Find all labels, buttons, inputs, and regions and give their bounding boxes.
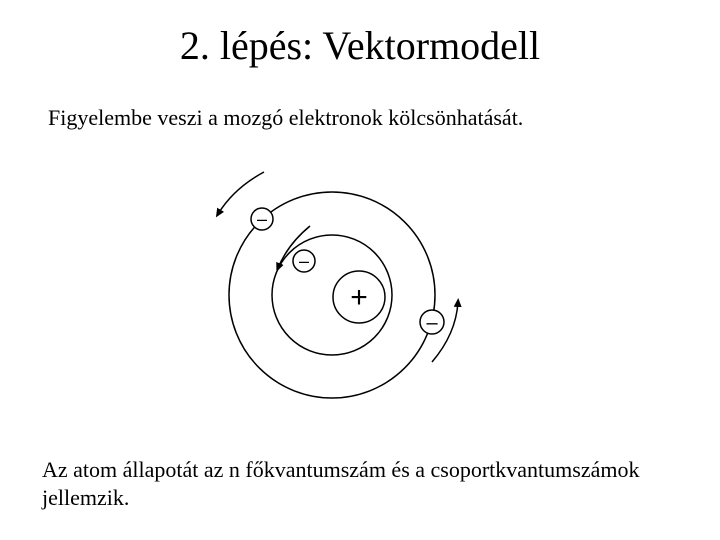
intro-text: Figyelembe veszi a mozgó elektronok kölcsönhatását. bbox=[48, 105, 524, 130]
slide-title: 2. lépés: Vektormodell bbox=[179, 23, 541, 68]
nucleus-symbol: + bbox=[350, 281, 368, 314]
electron-inner-right-symbol: – bbox=[426, 312, 438, 334]
atom-vector-model-diagram bbox=[196, 162, 536, 452]
electron-inner-left-symbol: – bbox=[298, 251, 310, 271]
outer-orbit-motion-arrow bbox=[218, 172, 264, 214]
electron-outer-symbol: – bbox=[256, 209, 268, 229]
conclusion-text: Az atom állapotát az n főkvantumszám és a csoportkvantumszámok jellemzik. bbox=[42, 457, 640, 510]
